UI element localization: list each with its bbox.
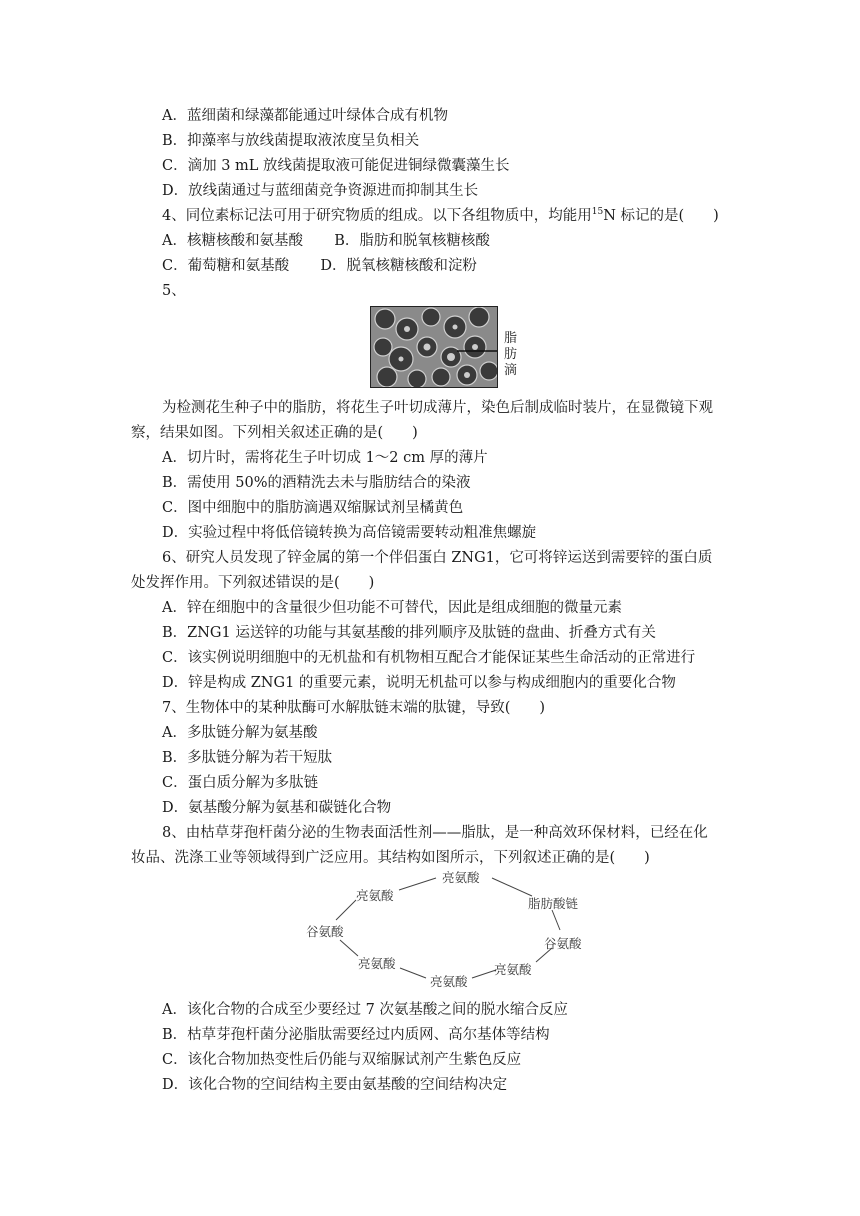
micrograph-image <box>370 306 498 388</box>
fat-droplet-label-2: 肪 <box>504 347 518 362</box>
q7-option-d: D．氨基酸分解为氨基和碳链化合物 <box>162 800 392 816</box>
q5-number: 5、 <box>162 283 186 299</box>
diagram-node-leucine-lower-left: 亮氨酸 <box>358 956 396 971</box>
q3-option-b: B．抑藻率与放线菌提取液浓度呈负相关 <box>162 133 420 149</box>
q4-option-c: C．葡萄糖和氨基酸 <box>162 258 290 274</box>
q4-stem-after: N 标记的是( ) <box>603 208 719 224</box>
q5-stem-line-2: 察，结果如图。下列相关叙述正确的是( ) <box>131 425 418 441</box>
diagram-node-leucine-upper-left: 亮氨酸 <box>356 888 394 903</box>
diagram-node-leucine-bottom: 亮氨酸 <box>430 974 468 989</box>
q6-stem-line-2: 处发挥作用。下列叙述错误的是( ) <box>131 575 375 591</box>
q5-option-d: D．实验过程中将低倍镜转换为高倍镜需要转动粗准焦螺旋 <box>162 525 537 541</box>
q8-option-b: B．枯草芽孢杆菌分泌脂肽需要经过内质网、高尔基体等结构 <box>162 1027 550 1043</box>
q6-option-b: B．ZNG1 运送锌的功能与其氨基酸的排列顺序及肽链的盘曲、折叠方式有关 <box>162 625 656 641</box>
diagram-node-fatty-acid-chain: 脂肪酸链 <box>528 896 579 911</box>
q4-stem <box>162 206 719 226</box>
q4-isotope-superscript: 15 <box>591 207 604 218</box>
q5-option-b: B．需使用 50%的酒精洗去未与脂肪结合的染液 <box>162 475 471 491</box>
q4-option-b: B．脂肪和脱氧核糖核酸 <box>334 233 490 249</box>
fat-droplet-label-1: 脂 <box>504 331 518 346</box>
diagram-node-glutamate-right: 谷氨酸 <box>544 936 582 951</box>
q4-options-row-1 <box>162 231 490 251</box>
q4-option-a: A．核糖核酸和氨基酸 <box>162 233 303 249</box>
q3-option-c: C．滴加 3 mL 放线菌提取液可能促进铜绿微囊藻生长 <box>162 158 510 174</box>
fat-droplet-label-3: 滴 <box>504 363 518 378</box>
q8-stem-line-1: 8、由枯草芽孢杆菌分泌的生物表面活性剂——脂肽，是一种高效环保材料，已经在化 <box>162 825 708 841</box>
q5-stem-line-1: 为检测花生种子中的脂肪，将花生子叶切成薄片，染色后制成临时装片，在显微镜下观 <box>162 400 713 416</box>
q8-option-c: C．该化合物加热变性后仍能与双缩脲试剂产生紫色反应 <box>162 1052 522 1068</box>
diagram-node-glutamate-left: 谷氨酸 <box>306 924 344 939</box>
q5-option-c: C．图中细胞中的脂肪滴遇双缩脲试剂呈橘黄色 <box>162 500 464 516</box>
q4-stem-before: 4、同位素标记法可用于研究物质的组成。以下各组物质中，均能用 <box>162 208 592 224</box>
q8-option-a: A．该化合物的合成至少要经过 7 次氨基酸之间的脱水缩合反应 <box>162 1002 568 1018</box>
q3-option-a: A．蓝细菌和绿藻都能通过叶绿体合成有机物 <box>162 108 448 124</box>
q5-option-a: A．切片时，需将花生子叶切成 1～2 cm 厚的薄片 <box>162 450 488 466</box>
q3-option-d: D．放线菌通过与蓝细菌竞争资源进而抑制其生长 <box>162 183 479 199</box>
q7-stem: 7、生物体中的某种肽酶可水解肽链末端的肽键，导致( ) <box>162 700 546 716</box>
diagram-node-leucine-top: 亮氨酸 <box>442 870 480 885</box>
q7-option-a: A．多肽链分解为氨基酸 <box>162 725 318 741</box>
q8-option-d: D．该化合物的空间结构主要由氨基酸的空间结构决定 <box>162 1077 508 1093</box>
q4-options-row-2 <box>162 256 477 276</box>
q7-option-c: C．蛋白质分解为多肽链 <box>162 775 319 791</box>
q6-option-c: C．该实例说明细胞中的无机盐和有机物相互配合才能保证某些生命活动的正常进行 <box>162 650 696 666</box>
q6-option-a: A．锌在细胞中的含量很少但功能不可替代，因此是组成细胞的微量元素 <box>162 600 622 616</box>
q8-stem-line-2: 妆品、洗涤工业等领域得到广泛应用。其结构如图所示，下列叙述正确的是( ) <box>131 850 650 866</box>
q6-stem-line-1: 6、研究人员发现了锌金属的第一个伴侣蛋白 ZNG1，它可将锌运送到需要锌的蛋白质 <box>162 550 713 566</box>
diagram-node-leucine-lower-right: 亮氨酸 <box>494 962 532 977</box>
q6-option-d: D．锌是构成 ZNG1 的重要元素，说明无机盐可以参与构成细胞内的重要化合物 <box>162 675 676 691</box>
q7-option-b: B．多肽链分解为若干短肽 <box>162 750 333 766</box>
lipopeptide-structure-diagram <box>296 864 596 988</box>
q4-option-d: D．脱氧核糖核酸和淀粉 <box>320 258 477 274</box>
